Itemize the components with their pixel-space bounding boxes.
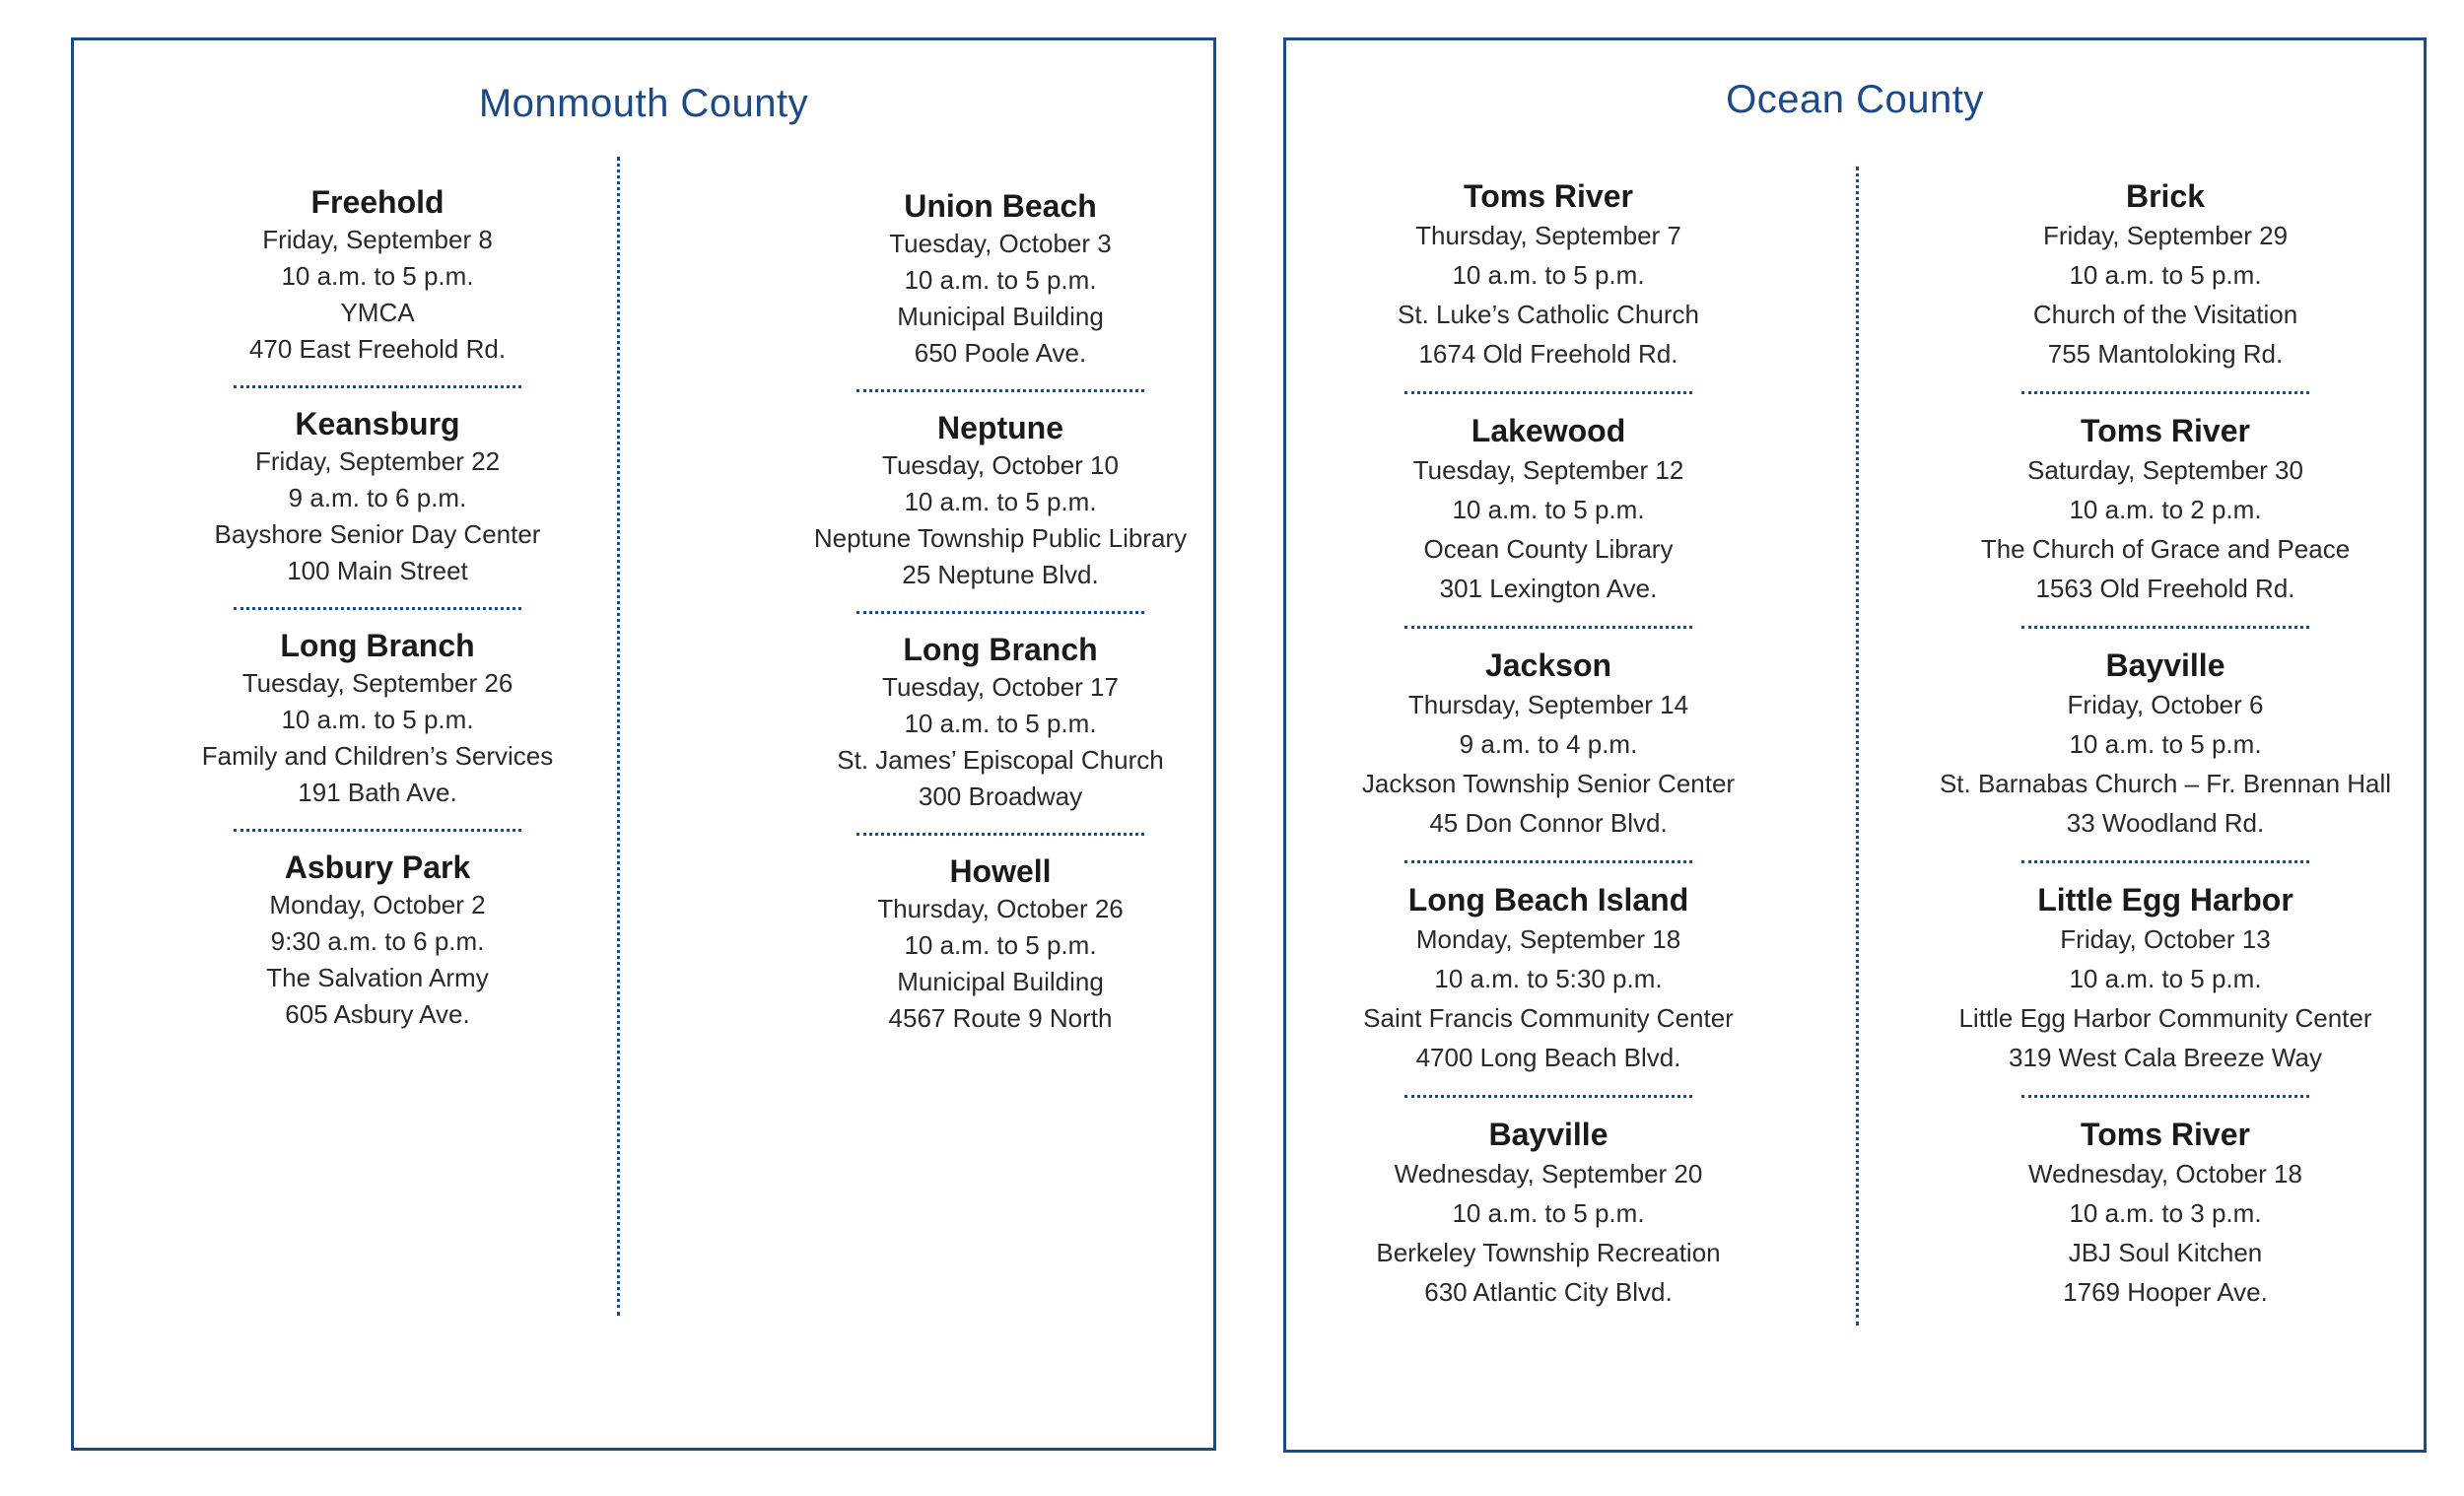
event-venue: Jackson Township Senior Center xyxy=(1361,769,1736,798)
column-divider xyxy=(1856,167,1859,1326)
event-date: Friday, September 8 xyxy=(262,225,493,254)
dotted-separator xyxy=(234,385,521,388)
event-location-name: Long Beach Island xyxy=(1407,882,1689,918)
event-address: 319 West Cala Breeze Way xyxy=(2009,1043,2322,1072)
event-time: 10 a.m. to 5 p.m. xyxy=(2069,964,2262,993)
event-time: 10 a.m. to 5 p.m. xyxy=(1452,495,1645,524)
event-date: Friday, September 22 xyxy=(254,446,501,476)
schedule-column xyxy=(724,186,1276,1037)
event-date: Tuesday, October 17 xyxy=(882,672,1119,702)
event-date: Friday, October 6 xyxy=(2067,690,2264,719)
event-time: 10 a.m. to 5 p.m. xyxy=(904,709,1097,738)
event-entry xyxy=(102,626,653,811)
event-venue: St. Barnabas Church – Fr. Brennan Hall xyxy=(1939,769,2392,798)
event-location-name: Lakewood xyxy=(1471,413,1626,448)
schedule-column xyxy=(1272,176,1824,1312)
event-address: 33 Woodland Rd. xyxy=(2066,808,2265,838)
event-entry xyxy=(102,404,653,589)
event-address: 45 Don Connor Blvd. xyxy=(1429,808,1668,838)
event-location-name: Jackson xyxy=(1484,647,1612,683)
event-location-name: Bayville xyxy=(2105,647,2225,683)
event-date: Friday, October 13 xyxy=(2060,924,2271,954)
event-venue: YMCA xyxy=(340,298,415,327)
dotted-separator xyxy=(856,611,1144,614)
event-entry xyxy=(1272,176,1824,374)
event-address: 630 Atlantic City Blvd. xyxy=(1424,1277,1673,1307)
event-entry xyxy=(1272,646,1824,843)
event-entry xyxy=(1272,1115,1824,1312)
event-address: 100 Main Street xyxy=(287,556,468,585)
event-time: 10 a.m. to 2 p.m. xyxy=(2069,495,2262,524)
schedule-column xyxy=(1889,176,2441,1312)
event-venue: Ocean County Library xyxy=(1423,534,1674,564)
event-location-name: Keansburg xyxy=(295,406,460,442)
event-time: 10 a.m. to 5 p.m. xyxy=(1452,260,1645,290)
event-entry xyxy=(724,630,1276,815)
event-time: 10 a.m. to 5 p.m. xyxy=(281,261,474,291)
event-date: Tuesday, October 3 xyxy=(889,229,1112,258)
event-venue: St. Luke’s Catholic Church xyxy=(1398,300,1699,329)
event-venue: Bayshore Senior Day Center xyxy=(214,519,541,549)
event-venue: Municipal Building xyxy=(897,302,1104,331)
event-entry xyxy=(1272,880,1824,1077)
event-date: Wednesday, October 18 xyxy=(2028,1159,2302,1189)
event-date: Thursday, October 26 xyxy=(877,894,1124,923)
event-venue: Municipal Building xyxy=(897,967,1104,996)
dotted-separator xyxy=(1404,1095,1692,1098)
event-time: 10 a.m. to 5 p.m. xyxy=(904,930,1097,960)
event-date: Wednesday, September 20 xyxy=(1394,1159,1703,1189)
event-entry xyxy=(724,408,1276,593)
event-entry xyxy=(1889,646,2441,843)
dotted-separator xyxy=(1404,860,1692,863)
ocean-county-panel xyxy=(1283,37,2427,1453)
event-entry xyxy=(1889,411,2441,608)
dotted-separator xyxy=(2021,391,2309,394)
event-location-name: Freehold xyxy=(310,184,445,220)
event-address: 755 Mantoloking Rd. xyxy=(2047,339,2284,369)
event-location-name: Toms River xyxy=(1464,178,1633,214)
event-venue: The Church of Grace and Peace xyxy=(1980,534,2351,564)
dotted-separator xyxy=(2021,1095,2309,1098)
monmouth-county-panel xyxy=(71,37,1216,1451)
event-date: Monday, September 18 xyxy=(1415,924,1681,954)
event-address: 1769 Hooper Ave. xyxy=(2063,1277,2268,1307)
event-entry xyxy=(1889,880,2441,1077)
dotted-separator xyxy=(2021,626,2309,629)
event-date: Thursday, September 14 xyxy=(1407,690,1689,719)
event-time: 9 a.m. to 4 p.m. xyxy=(1459,729,1638,759)
event-time: 9 a.m. to 6 p.m. xyxy=(288,483,467,512)
event-address: 4700 Long Beach Blvd. xyxy=(1415,1043,1681,1072)
event-address: 191 Bath Ave. xyxy=(298,778,457,807)
event-location-name: Long Branch xyxy=(280,628,475,663)
event-date: Tuesday, September 26 xyxy=(241,668,513,698)
event-date: Thursday, September 7 xyxy=(1415,221,1681,250)
event-entry xyxy=(1272,411,1824,608)
event-entry xyxy=(1889,1115,2441,1312)
event-location-name: Asbury Park xyxy=(284,850,471,885)
event-address: 605 Asbury Ave. xyxy=(285,999,470,1029)
event-address: 1563 Old Freehold Rd. xyxy=(2035,574,2295,603)
column-divider xyxy=(617,157,620,1316)
event-address: 1674 Old Freehold Rd. xyxy=(1418,339,1678,369)
event-venue: Berkeley Township Recreation xyxy=(1376,1238,1721,1267)
dotted-separator xyxy=(2021,860,2309,863)
event-location-name: Neptune xyxy=(937,410,1063,445)
event-date: Tuesday, October 10 xyxy=(882,450,1119,480)
event-location-name: Union Beach xyxy=(904,188,1097,224)
dotted-separator xyxy=(1404,391,1692,394)
county-title: Monmouth County xyxy=(478,82,809,125)
county-title: Ocean County xyxy=(1726,78,1984,121)
event-time: 10 a.m. to 5 p.m. xyxy=(904,265,1097,295)
event-time: 10 a.m. to 3 p.m. xyxy=(2069,1198,2262,1228)
event-time: 10 a.m. to 5 p.m. xyxy=(2069,729,2262,759)
dotted-separator xyxy=(856,833,1144,836)
event-address: 470 East Freehold Rd. xyxy=(248,334,507,364)
event-date: Friday, September 29 xyxy=(2042,221,2289,250)
event-venue: Church of the Visitation xyxy=(2032,300,2298,329)
event-location-name: Toms River xyxy=(2081,1117,2250,1152)
event-entry xyxy=(102,182,653,368)
event-time: 9:30 a.m. to 6 p.m. xyxy=(270,926,485,956)
event-date: Saturday, September 30 xyxy=(2027,455,2303,485)
event-address: 300 Broadway xyxy=(918,782,1083,811)
dotted-separator xyxy=(856,389,1144,392)
event-time: 10 a.m. to 5:30 p.m. xyxy=(1434,964,1663,993)
event-location-name: Brick xyxy=(2125,178,2206,214)
event-entry xyxy=(1889,176,2441,374)
event-location-name: Howell xyxy=(949,853,1052,889)
dotted-separator xyxy=(234,607,521,610)
event-location-name: Bayville xyxy=(1488,1117,1608,1152)
event-venue: Little Egg Harbor Community Center xyxy=(1958,1003,2372,1033)
event-entry xyxy=(724,851,1276,1037)
event-location-name: Little Egg Harbor xyxy=(2037,882,2293,918)
event-entry xyxy=(724,186,1276,372)
event-venue: JBJ Soul Kitchen xyxy=(2068,1238,2263,1267)
event-date: Monday, October 2 xyxy=(269,890,486,919)
event-address: 650 Poole Ave. xyxy=(914,338,1087,368)
event-venue: Family and Children’s Services xyxy=(201,741,554,771)
event-location-name: Long Branch xyxy=(903,632,1098,667)
event-time: 10 a.m. to 5 p.m. xyxy=(1452,1198,1645,1228)
event-venue: The Salvation Army xyxy=(266,963,489,992)
dotted-separator xyxy=(1404,626,1692,629)
event-time: 10 a.m. to 5 p.m. xyxy=(2069,260,2262,290)
event-address: 301 Lexington Ave. xyxy=(1439,574,1658,603)
event-venue: St. James’ Episcopal Church xyxy=(837,745,1164,775)
schedule-column xyxy=(102,182,653,1033)
event-location-name: Toms River xyxy=(2081,413,2250,448)
dotted-separator xyxy=(234,829,521,832)
event-date: Tuesday, September 12 xyxy=(1412,455,1684,485)
event-time: 10 a.m. to 5 p.m. xyxy=(904,487,1097,516)
event-address: 4567 Route 9 North xyxy=(888,1003,1113,1033)
event-entry xyxy=(102,848,653,1033)
event-venue: Saint Francis Community Center xyxy=(1363,1003,1734,1033)
event-address: 25 Neptune Blvd. xyxy=(902,560,1099,589)
event-time: 10 a.m. to 5 p.m. xyxy=(281,705,474,734)
event-venue: Neptune Township Public Library xyxy=(813,523,1188,553)
